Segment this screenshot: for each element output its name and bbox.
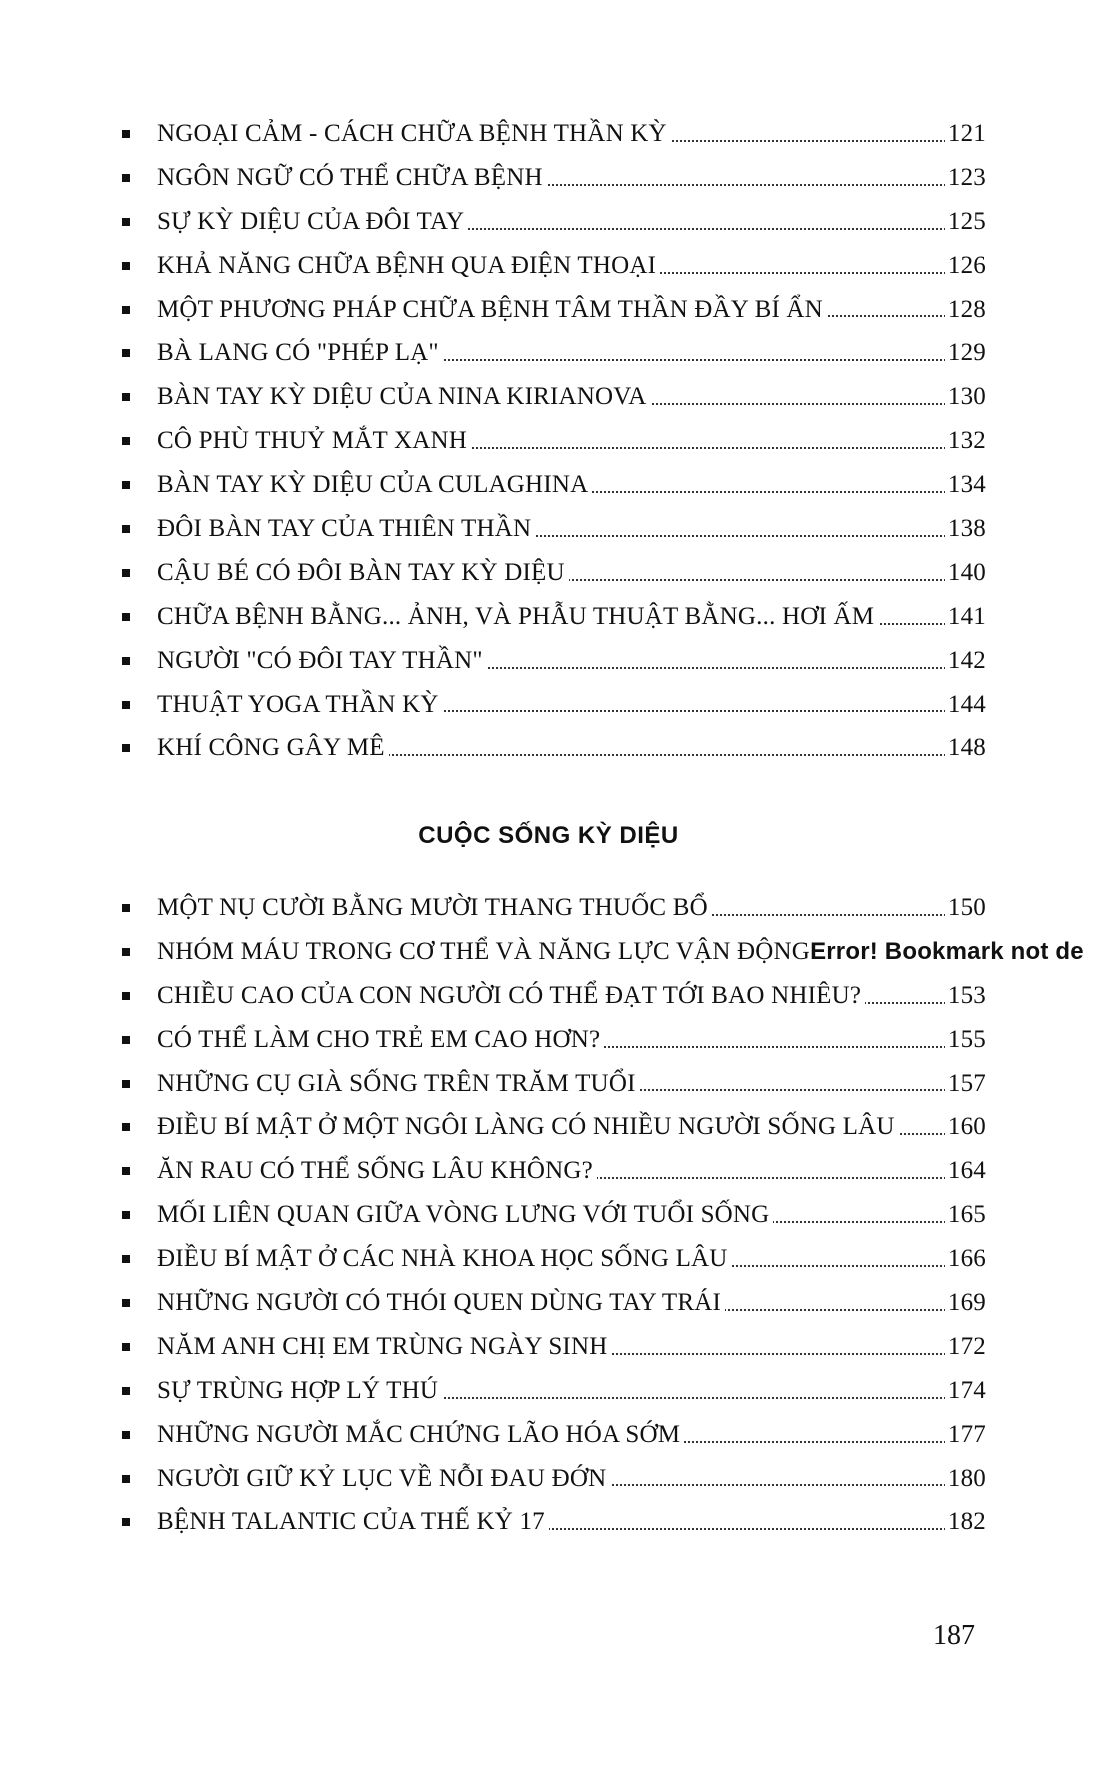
bullet-icon: [122, 1036, 130, 1044]
bullet-icon: [122, 306, 130, 314]
toc-entry-page: 153: [945, 982, 986, 1010]
toc-entry[interactable]: [110, 886, 986, 930]
bullet-icon: [122, 657, 130, 665]
toc-entry-title: KHÍ CÔNG GÂY MÊ: [157, 734, 389, 762]
section-heading: [0, 822, 1103, 850]
bullet-icon: [122, 393, 130, 401]
toc-entry-page: 138: [945, 515, 986, 543]
bullet-icon: [122, 1080, 130, 1088]
toc-entry-title: ĂN RAU CÓ THỂ SỐNG LÂU KHÔNG?: [157, 1157, 597, 1185]
bullet-icon: [122, 1431, 130, 1439]
bullet-icon: [122, 1299, 130, 1307]
toc-entry-page: 132: [945, 427, 986, 455]
bullet-icon: [122, 701, 130, 709]
toc-entry-page: 150: [945, 894, 986, 922]
toc-entry-title: NHỮNG CỤ GIÀ SỐNG TRÊN TRĂM TUỔI: [157, 1070, 640, 1098]
bullet-icon: [122, 948, 130, 956]
toc-entry[interactable]: [110, 200, 986, 244]
toc-entry[interactable]: [110, 639, 986, 683]
bullet-icon: [122, 1167, 130, 1175]
toc-entry-page: 130: [945, 383, 986, 411]
toc-entry-title: NHỮNG NGƯỜI MẮC CHỨNG LÃO HÓA SỚM: [157, 1421, 684, 1449]
bullet-icon: [122, 174, 130, 182]
toc-entry-title: CHỮA BỆNH BẰNG... ẢNH, VÀ PHẪU THUẬT BẰNG... HƠI ẤM: [157, 603, 878, 631]
toc-entry-page: 180: [945, 1465, 986, 1493]
toc-entry[interactable]: [110, 1149, 986, 1193]
toc-entry-page: 155: [945, 1026, 986, 1054]
toc-entry[interactable]: [110, 1062, 986, 1106]
toc-entry[interactable]: [110, 1413, 986, 1457]
toc-entry-page: 172: [945, 1333, 986, 1361]
bookmark-error-text: Error! Bookmark not de: [810, 937, 1084, 965]
bullet-icon: [122, 262, 130, 270]
toc-entry-page: 165: [945, 1201, 986, 1229]
toc-entry-title: KHẢ NĂNG CHỮA BỆNH QUA ĐIỆN THOẠI: [157, 252, 660, 280]
bullet-icon: [122, 992, 130, 1000]
toc-entry-title: NGƯỜI "CÓ ĐÔI TAY THẦN": [157, 647, 487, 675]
toc-entry[interactable]: [110, 683, 986, 727]
bullet-icon: [122, 904, 130, 912]
toc-entry[interactable]: [110, 331, 986, 375]
toc-entry-page: 134: [945, 471, 986, 499]
bullet-icon: [122, 218, 130, 226]
bullet-icon: [122, 130, 130, 138]
toc-entry-title: BỆNH TALANTIC CỦA THẾ KỶ 17: [157, 1508, 549, 1536]
bullet-icon: [122, 1343, 130, 1351]
toc-entry-page: 123: [945, 164, 986, 192]
toc-entry-title: NGÔN NGỮ CÓ THỂ CHỮA BỆNH: [157, 164, 547, 192]
toc-entry-page: 128: [945, 296, 986, 324]
toc-entry[interactable]: [110, 112, 986, 156]
toc-entry-title: CẬU BÉ CÓ ĐÔI BÀN TAY KỲ DIỆU: [157, 559, 569, 587]
page-number: 187: [933, 1620, 975, 1651]
toc-entry-title: ĐIỀU BÍ MẬT Ở CÁC NHÀ KHOA HỌC SỐNG LÂU: [157, 1245, 732, 1273]
toc-entry-title: BÀ LANG CÓ "PHÉP LẠ": [157, 339, 443, 367]
toc-entry[interactable]: [110, 551, 986, 595]
bullet-icon: [122, 525, 130, 533]
toc-entry[interactable]: [110, 375, 986, 419]
toc-entry[interactable]: [110, 1237, 986, 1281]
toc-entry[interactable]: [110, 507, 986, 551]
bullet-icon: [122, 1211, 130, 1219]
toc-entry[interactable]: [110, 1193, 986, 1237]
bullet-icon: [122, 1475, 130, 1483]
toc-entry-page: 140: [945, 559, 986, 587]
toc-entry[interactable]: [110, 1281, 986, 1325]
toc-entry-page: 126: [945, 252, 986, 280]
toc-entry[interactable]: [110, 595, 986, 639]
toc-entry[interactable]: [110, 419, 986, 463]
toc-entry-title: NGOẠI CẢM - CÁCH CHỮA BỆNH THẦN KỲ: [157, 120, 671, 148]
toc-entry-title: NHỮNG NGƯỜI CÓ THÓI QUEN DÙNG TAY TRÁI: [157, 1289, 725, 1317]
toc-entry-title: CÔ PHÙ THUỶ MẮT XANH: [157, 427, 471, 455]
toc-entry-title: ĐÔI BÀN TAY CỦA THIÊN THẦN: [157, 515, 535, 543]
toc-entry-title: [157, 938, 1088, 966]
toc-entry-title: MỘT NỤ CƯỜI BẰNG MƯỜI THANG THUỐC BỔ: [157, 894, 712, 922]
toc-entry-page: 160: [945, 1113, 986, 1141]
section-heading-text: CUỘC SỐNG KỲ DIỆU: [418, 822, 679, 849]
toc-entry[interactable]: [110, 1105, 986, 1149]
toc-entry-title: SỰ KỲ DIỆU CỦA ĐÔI TAY: [157, 208, 468, 236]
toc-entry[interactable]: [110, 288, 986, 332]
toc-entry-title: MỐI LIÊN QUAN GIỮA VÒNG LƯNG VỚI TUỔI SỐNG: [157, 1201, 773, 1229]
toc-entry-title: CHIỀU CAO CỦA CON NGƯỜI CÓ THỂ ĐẠT TỚI BAO NHIÊU?: [157, 982, 865, 1010]
bullet-icon: [122, 744, 130, 752]
toc-list-part-2: [110, 886, 1084, 1544]
bullet-icon: [122, 481, 130, 489]
toc-entry-title: MỘT PHƯƠNG PHÁP CHỮA BỆNH TÂM THẦN ĐẦY BÍ ẨN: [157, 296, 827, 324]
bullet-icon: [122, 1387, 130, 1395]
toc-entry[interactable]: [110, 463, 986, 507]
toc-entry-page: 164: [945, 1157, 986, 1185]
toc-entry-title: ĐIỀU BÍ MẬT Ở MỘT NGÔI LÀNG CÓ NHIỀU NGƯỜI SỐNG LÂU: [157, 1113, 899, 1141]
bullet-icon: [122, 1518, 130, 1526]
toc-entry[interactable]: [110, 726, 986, 770]
toc-entry[interactable]: [110, 1369, 986, 1413]
toc-entry-title: NĂM ANH CHỊ EM TRÙNG NGÀY SINH: [157, 1333, 611, 1361]
toc-entry-page: 144: [945, 691, 986, 719]
bullet-icon: [122, 1255, 130, 1263]
toc-list-part-1: [110, 112, 986, 770]
toc-entry[interactable]: [110, 244, 986, 288]
bullet-icon: [122, 1123, 130, 1131]
bullet-icon: [122, 437, 130, 445]
toc-entry-page: 157: [945, 1070, 986, 1098]
toc-entry-page: 125: [945, 208, 986, 236]
toc-entry-page: 129: [945, 339, 986, 367]
toc-entry-page: 177: [945, 1421, 986, 1449]
toc-entry-title: BÀN TAY KỲ DIỆU CỦA NINA KIRIANOVA: [157, 383, 651, 411]
toc-entry-page: 142: [945, 647, 986, 675]
toc-entry-title: THUẬT YOGA THẦN KỲ: [157, 691, 443, 719]
toc-entry-page: 141: [945, 603, 986, 631]
toc-entry[interactable]: [110, 1457, 986, 1501]
toc-entry[interactable]: [110, 1018, 986, 1062]
toc-entry-error[interactable]: [110, 930, 1084, 974]
toc-entry-title: CÓ THỂ LÀM CHO TRẺ EM CAO HƠN?: [157, 1026, 604, 1054]
toc-entry-page: 174: [945, 1377, 986, 1405]
toc-entry-page: 182: [945, 1508, 986, 1536]
toc-entry-title: SỰ TRÙNG HỢP LÝ THÚ: [157, 1377, 442, 1405]
toc-entry[interactable]: [110, 974, 986, 1018]
toc-entry[interactable]: [110, 1500, 986, 1544]
toc-entry-page: 121: [945, 120, 986, 148]
toc-entry-title: BÀN TAY KỲ DIỆU CỦA CULAGHINA: [157, 471, 592, 499]
toc-entry-title: NGƯỜI GIỮ KỶ LỤC VỀ NỖI ĐAU ĐỚN: [157, 1465, 610, 1493]
bullet-icon: [122, 569, 130, 577]
bullet-icon: [122, 349, 130, 357]
bullet-icon: [122, 613, 130, 621]
toc-entry-page: 148: [945, 734, 986, 762]
toc-entry[interactable]: [110, 156, 986, 200]
toc-entry-title-text: NHÓM MÁU TRONG CƠ THỂ VÀ NĂNG LỰC VẬN ĐỘNG: [157, 937, 811, 965]
toc-entry[interactable]: [110, 1325, 986, 1369]
toc-entry-page: 166: [945, 1245, 986, 1273]
toc-entry-page: 169: [945, 1289, 986, 1317]
